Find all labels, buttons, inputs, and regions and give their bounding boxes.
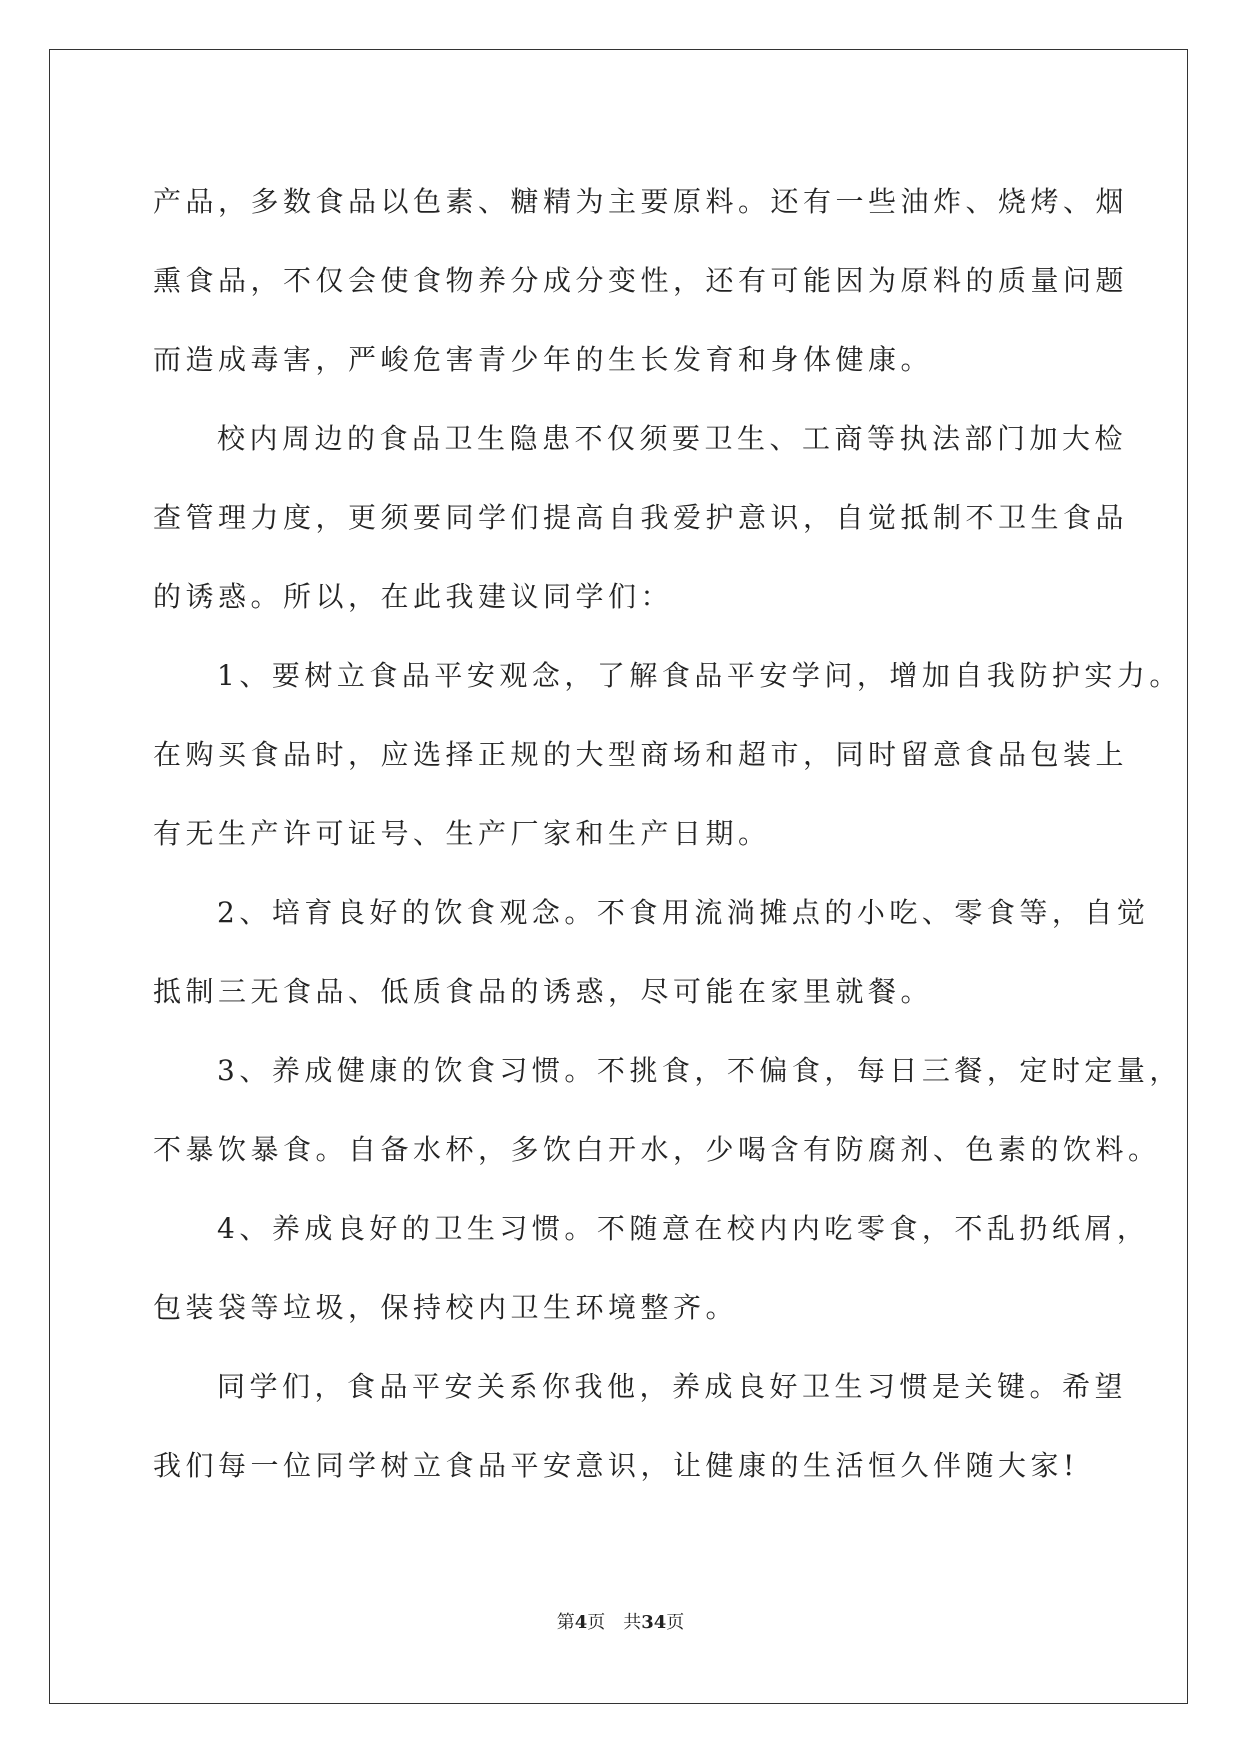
text-line: 有无生产许可证号、生产厂家和生产日期。: [153, 817, 771, 850]
text-line: 同学们，食品平安关系你我他，养成良好卫生习惯是关键。希望: [217, 1370, 1128, 1403]
text-line: 查管理力度，更须要同学们提高自我爱护意识，自觉抵制不卫生食品: [153, 501, 1129, 534]
text-line: 抵制三无食品、低质食品的诱惑，尽可能在家里就餐。: [153, 975, 934, 1008]
page-prefix: 第: [556, 1612, 575, 1633]
text-line: 产品，多数食品以色素、糖精为主要原料。还有一些油炸、烧烤、烟: [153, 185, 1129, 218]
text-line: 我们每一位同学树立食品平安意识，让健康的生活恒久伴随大家!: [153, 1449, 1079, 1482]
text-line: 在购买食品时，应选择正规的大型商场和超市，同时留意食品包装上: [153, 738, 1129, 771]
text-line: 熏食品，不仅会使食物养分成分变性，还有可能因为原料的质量问题: [153, 264, 1129, 297]
text-line: 校内周边的食品卫生隐患不仅须要卫生、工商等执法部门加大检: [217, 422, 1128, 455]
page-footer: [0, 1608, 1241, 1634]
text-line: 3、养成健康的饮食习惯。不挑食，不偏食，每日三餐，定时定量，: [217, 1054, 1182, 1087]
total-prefix: 共: [623, 1612, 642, 1633]
page-number: 4: [574, 1612, 588, 1633]
page-suffix: 页: [587, 1612, 606, 1633]
text-line: 包装袋等垃圾，保持校内卫生环境整齐。: [153, 1291, 739, 1324]
document-body: [153, 162, 1182, 1505]
text-line: 的诱惑。所以，在此我建议同学们：: [153, 580, 674, 613]
text-line: 1、要树立食品平安观念，了解食品平安学问，增加自我防护实力。: [217, 659, 1182, 692]
text-line: 4、养成良好的卫生习惯。不随意在校内内吃零食，不乱扔纸屑，: [217, 1212, 1150, 1245]
text-line: 不暴饮暴食。自备水杯，多饮白开水，少喝含有防腐剂、色素的饮料。: [153, 1133, 1161, 1166]
total-pages: 34: [641, 1612, 667, 1633]
total-suffix: 页: [666, 1612, 685, 1633]
text-line: 2、培育良好的饮食观念。不食用流淌摊点的小吃、零食等，自觉: [217, 896, 1150, 929]
text-line: 而造成毒害，严峻危害青少年的生长发育和身体健康。: [153, 343, 934, 376]
